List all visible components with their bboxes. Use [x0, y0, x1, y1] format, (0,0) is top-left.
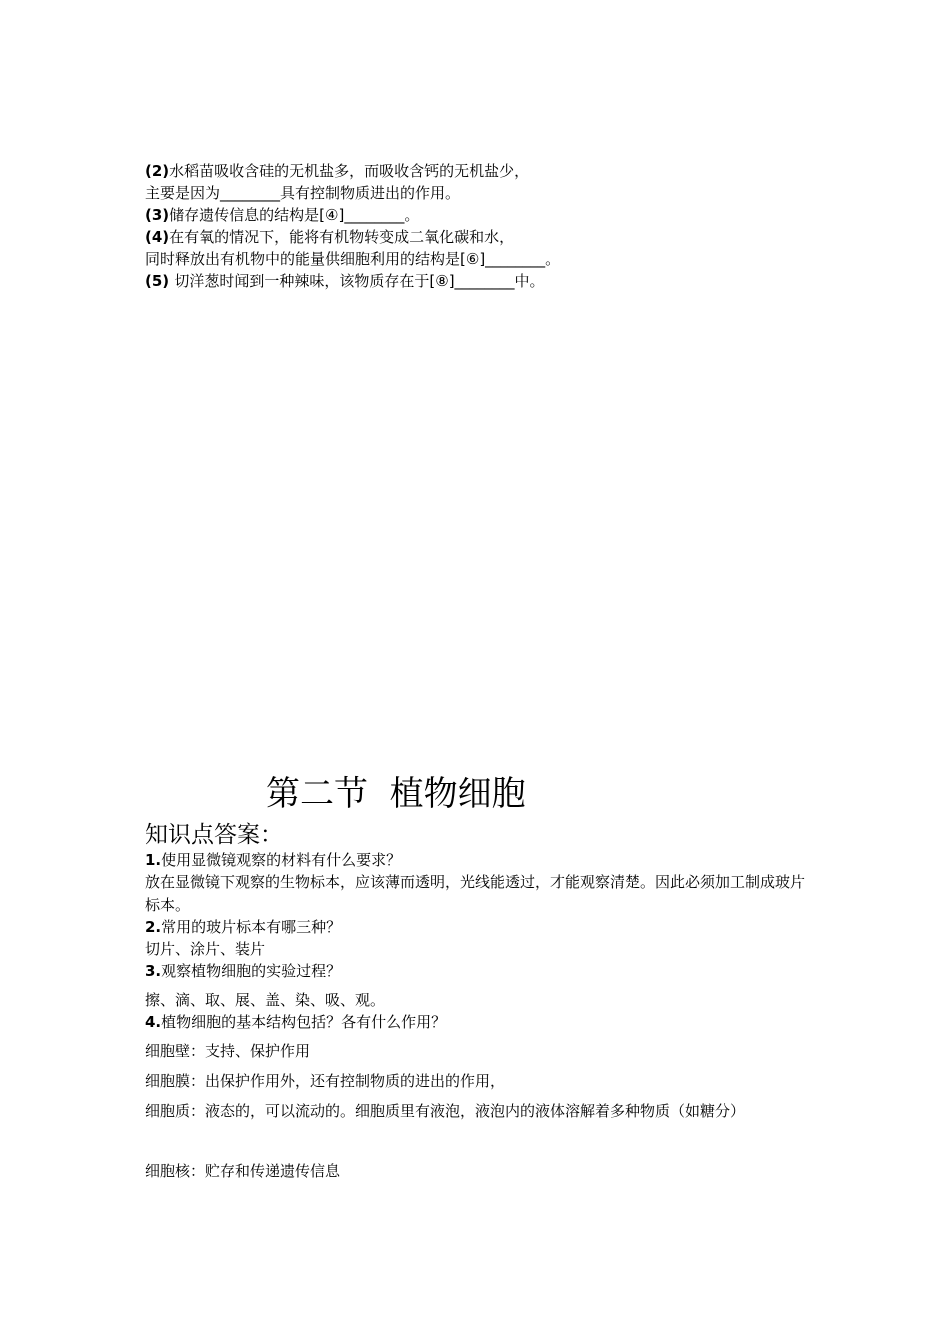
question-5: [145, 270, 545, 292]
question-3-prefix: 储存遗传信息的结构是: [169, 206, 320, 224]
answer-2-text: 切片、涂片、装片: [145, 940, 266, 958]
question-4-blank: ________: [485, 250, 546, 268]
question-2-blank: ________: [220, 184, 281, 202]
answer-1-question-text: 使用显微镜观察的材料有什么要求？: [161, 851, 402, 869]
answer-4-cell-wall: 细胞壁：支持、保护作用: [145, 1042, 311, 1060]
question-2-line-2: [145, 182, 460, 204]
question-2-text: 水稻苗吸收含硅的无机盐多，而吸收含钙的无机盐少，: [169, 162, 530, 180]
question-4-text: 在有氧的情况下，能将有机物转变成二氧化碳和水，: [169, 228, 515, 246]
question-5-number: (5): [145, 272, 175, 290]
answer-4-cytoplasm: 细胞质：液态的，可以流动的。细胞质里有液泡，液泡内的液体溶解着多种物质（如糖分）: [145, 1102, 746, 1120]
answer-3-number: 3.: [145, 962, 162, 980]
question-3: [145, 204, 419, 226]
question-5-prefix: 切洋葱时闻到一种辣味，该物质存在于: [174, 272, 430, 290]
question-3-number: (3): [145, 206, 170, 224]
answer-3-question: [145, 960, 341, 982]
answer-1-number: 1.: [145, 851, 162, 869]
answer-3-question-text: 观察植物细胞的实验过程？: [161, 962, 342, 980]
answer-4-number: 4.: [145, 1013, 162, 1031]
question-4-ref: [⑥]: [460, 250, 486, 268]
question-2-prefix: 主要是因为: [145, 184, 221, 202]
question-4-line-1: [145, 226, 514, 248]
question-4-suffix: 。: [545, 250, 561, 268]
question-2-line-1: [145, 160, 529, 182]
answer-2-question: [145, 916, 341, 938]
answer-4-cell-membrane: 细胞膜：出保护作用外，还有控制物质的进出的作用，: [145, 1072, 506, 1090]
question-4-line-2: [145, 248, 560, 270]
question-4-prefix: 同时释放出有机物中的能量供细胞利用的结构是: [145, 250, 461, 268]
question-5-suffix: 中。: [514, 272, 545, 290]
answer-3-text: 擦、滴、取、展、盖、染、吸、观。: [145, 991, 386, 1009]
question-3-ref: [④]: [319, 206, 345, 224]
answer-2-number: 2.: [145, 918, 162, 936]
answer-1-text: 放在显微镜下观察的生物标本，应该薄而透明，光线能透过，才能观察清楚。因此必须加工制成玻片标本。: [145, 873, 806, 914]
question-5-ref: [⑧]: [429, 272, 455, 290]
question-2-suffix: 具有控制物质进出的作用。: [280, 184, 461, 202]
section-title: 第二节 植物细胞: [266, 774, 526, 814]
answer-2-question-text: 常用的玻片标本有哪三种？: [161, 918, 342, 936]
section-subtitle: 知识点答案：: [145, 822, 283, 848]
answer-4-nucleus: 细胞核：贮存和传递遗传信息: [145, 1162, 341, 1180]
answer-1-question: [145, 849, 401, 871]
question-3-suffix: 。: [404, 206, 420, 224]
question-3-blank: ________: [344, 206, 405, 224]
question-4-number: (4): [145, 228, 170, 246]
question-5-blank: ________: [454, 272, 515, 290]
answer-4-question: [145, 1011, 446, 1033]
question-2-number: (2): [145, 162, 170, 180]
answer-4-question-text: 植物细胞的基本结构包括？各有什么作用？: [161, 1013, 447, 1031]
